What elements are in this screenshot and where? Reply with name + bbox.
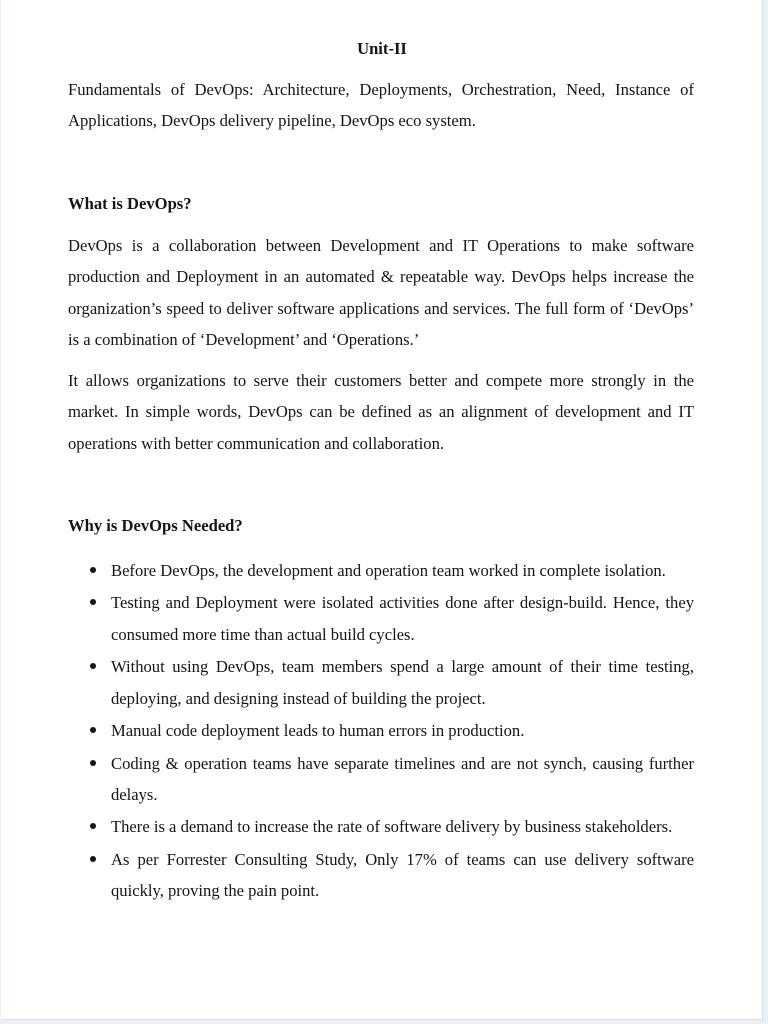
list-item-text: There is a demand to increase the rate of software delivery by business stakeholders. — [111, 817, 673, 837]
list-item-text: Without using DevOps, team members spend a large amount of their time testing, deploying, and designing instead of building the project. — [111, 657, 694, 708]
bullet-icon — [90, 727, 96, 733]
list-item — [68, 844, 694, 907]
list-item-text: Before DevOps, the development and operation team worked in complete isolation. — [111, 561, 666, 580]
list-item — [68, 715, 694, 746]
bullet-icon — [90, 760, 96, 766]
paragraph-definition: DevOps is a collaboration between Development and IT Operations to make software production and Deployment in an automated & repeatable way. DevOps helps increase the organization’s speed to deliver software applications and services. The full form of ‘DevOps’ is a combination of ‘Development’ and ‘Operations.’ — [68, 236, 694, 349]
page-title: Unit-II — [357, 39, 407, 58]
intro-paragraph: Fundamentals of DevOps: Architecture, Deployments, Orchestration, Need, Instance of Applications, DevOps delivery pipeline, DevOps eco system. — [68, 80, 694, 131]
bullet-icon — [90, 567, 96, 573]
list-item — [68, 587, 694, 650]
bullet-icon — [90, 856, 96, 862]
list-item-text: Coding & operation teams have separate timelines and are not synch, causing further delays. — [111, 753, 694, 804]
list-item-text: Manual code deployment leads to human errors in production. — [111, 721, 525, 741]
paragraph-benefits: It allows organizations to serve their customers better and compete more strongly in the market. In simple words, DevOps can be defined as an alignment of development and IT operations with better communication and collaboration. — [68, 371, 694, 453]
list-item — [68, 748, 694, 811]
section-heading-what-is-devops: What is DevOps? — [68, 194, 192, 213]
bullet-icon — [90, 599, 96, 605]
bullet-icon — [90, 663, 96, 669]
list-item — [68, 651, 694, 714]
section-heading-why-devops-needed: Why is DevOps Needed? — [68, 516, 243, 535]
list-item-text: As per Forrester Consulting Study, Only 17% of teams can use delivery software quickly, proving the pain point. — [111, 849, 694, 901]
document-page — [1, 0, 763, 1020]
needs-bullet-list — [68, 555, 694, 908]
list-item-text: Testing and Deployment were isolated activities done after design-build. Hence, they consumed more time than actual build cycles. — [111, 593, 694, 644]
list-item — [68, 811, 694, 842]
bullet-icon — [90, 823, 96, 829]
list-item — [68, 555, 694, 586]
